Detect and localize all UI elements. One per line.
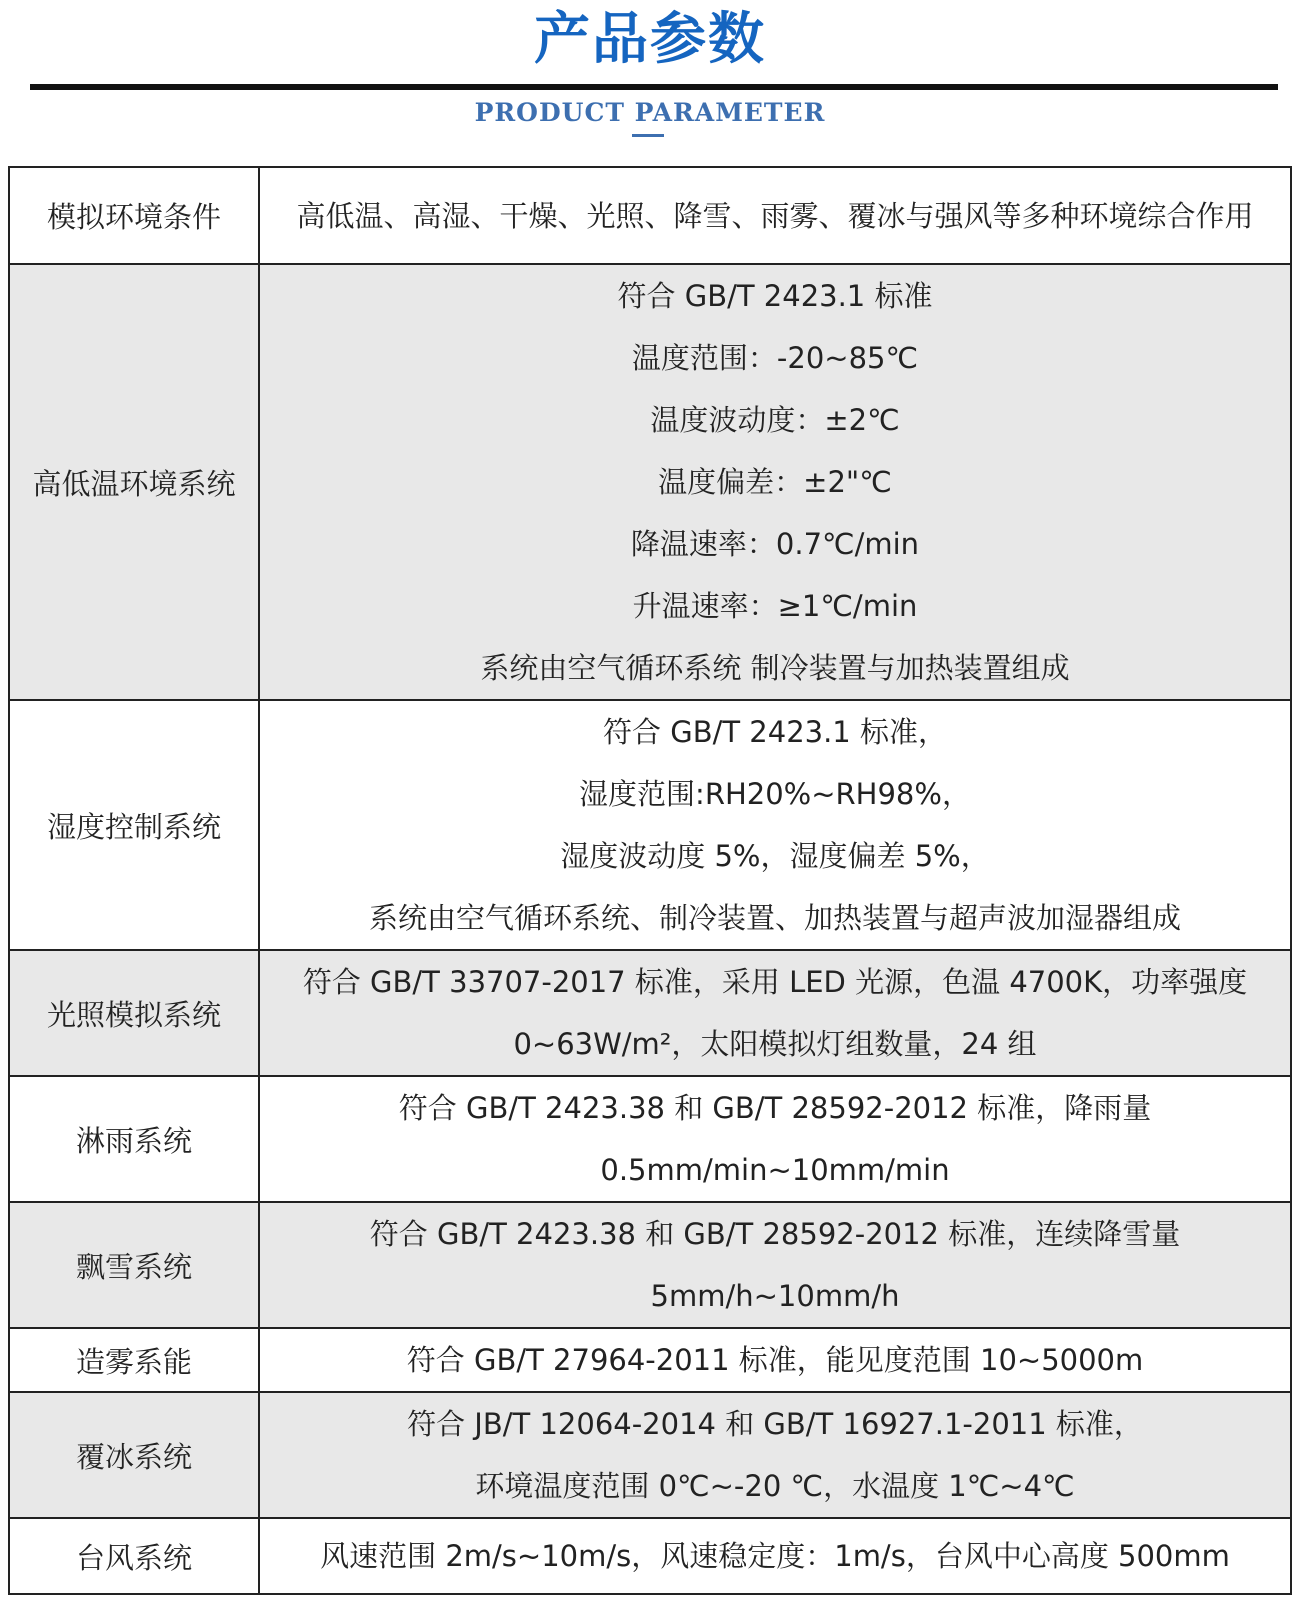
value-line: 温度偏差：±2"℃: [658, 465, 892, 499]
value-line: 符合 GB/T 27964-2011 标准，能见度范围 10~5000m: [406, 1343, 1144, 1377]
subtitle-accent-line: [632, 134, 664, 137]
value-line: 系统由空气循环系统 制冷装置与加热装置组成: [480, 651, 1070, 685]
value-line: 升温速率：≥1℃/min: [632, 589, 918, 623]
row-value: [259, 700, 1291, 950]
value-line: 符合 JB/T 12064-2014 和 GB/T 16927.1-2011 标准，: [407, 1407, 1143, 1441]
value-line: 环境温度范围 0℃~-20 ℃，水温度 1℃~4℃: [475, 1469, 1075, 1503]
row-value: [259, 167, 1291, 264]
table-row: [9, 1202, 1291, 1328]
row-label: 光照模拟系统: [9, 950, 259, 1076]
value-line: 湿度范围:RH20%~RH98%，: [579, 777, 971, 811]
row-label: 淋雨系统: [9, 1076, 259, 1202]
value-line: 符合 GB/T 2423.1 标准，: [603, 715, 947, 749]
row-label: 飘雪系统: [9, 1202, 259, 1328]
row-label: 造雾系能: [9, 1328, 259, 1392]
value-line: 符合 GB/T 33707-2017 标准，采用 LED 光源，色温 4700K，功率强度: [302, 965, 1248, 999]
value-line: 0.5mm/min~10mm/min: [600, 1153, 950, 1187]
value-line: 温度范围：-20~85℃: [631, 341, 919, 375]
row-label: 模拟环境条件: [9, 167, 259, 264]
row-label: 高低温环境系统: [9, 264, 259, 700]
row-label: 台风系统: [9, 1518, 259, 1594]
value-line: 符合 GB/T 2423.1 标准: [617, 279, 933, 313]
row-value: [259, 264, 1291, 700]
table-row: [9, 700, 1291, 950]
row-value: [259, 1328, 1291, 1392]
row-value: [259, 1202, 1291, 1328]
row-value: [259, 1076, 1291, 1202]
value-line: 湿度波动度 5%，湿度偏差 5%，: [560, 839, 990, 873]
table-row: [9, 1076, 1291, 1202]
table-row: [9, 264, 1291, 700]
row-label: 湿度控制系统: [9, 700, 259, 950]
page-subtitle: PRODUCT PARAMETER: [474, 98, 826, 127]
header-divider: [30, 84, 1278, 90]
parameter-table: [8, 166, 1292, 1595]
row-value: [259, 1518, 1291, 1594]
row-value: [259, 1392, 1291, 1518]
page-header: [0, 0, 1300, 160]
value-line: 系统由空气循环系统、制冷装置、加热装置与超声波加湿器组成: [368, 901, 1181, 935]
value-line: 降温速率：0.7℃/min: [630, 527, 920, 561]
value-line: 符合 GB/T 2423.38 和 GB/T 28592-2012 标准，降雨量: [398, 1091, 1152, 1125]
table-row: [9, 1328, 1291, 1392]
value-line: 5mm/h~10mm/h: [650, 1279, 900, 1313]
table-row: [9, 167, 1291, 264]
table-row: [9, 1518, 1291, 1594]
value-line: 0~63W/m²，太阳模拟灯组数量，24 组: [513, 1027, 1037, 1061]
page-title: 产品参数: [534, 7, 766, 72]
value-line: 风速范围 2m/s~10m/s，风速稳定度：1m/s，台风中心高度 500mm: [320, 1539, 1230, 1573]
table-row: [9, 1392, 1291, 1518]
table-row: [9, 950, 1291, 1076]
row-value: [259, 950, 1291, 1076]
value-line: 高低温、高湿、干燥、光照、降雪、雨雾、覆冰与强风等多种环境综合作用: [296, 198, 1254, 233]
row-label: 覆冰系统: [9, 1392, 259, 1518]
value-line: 符合 GB/T 2423.38 和 GB/T 28592-2012 标准，连续降雪量: [369, 1217, 1181, 1251]
value-line: 温度波动度：±2℃: [650, 403, 900, 437]
